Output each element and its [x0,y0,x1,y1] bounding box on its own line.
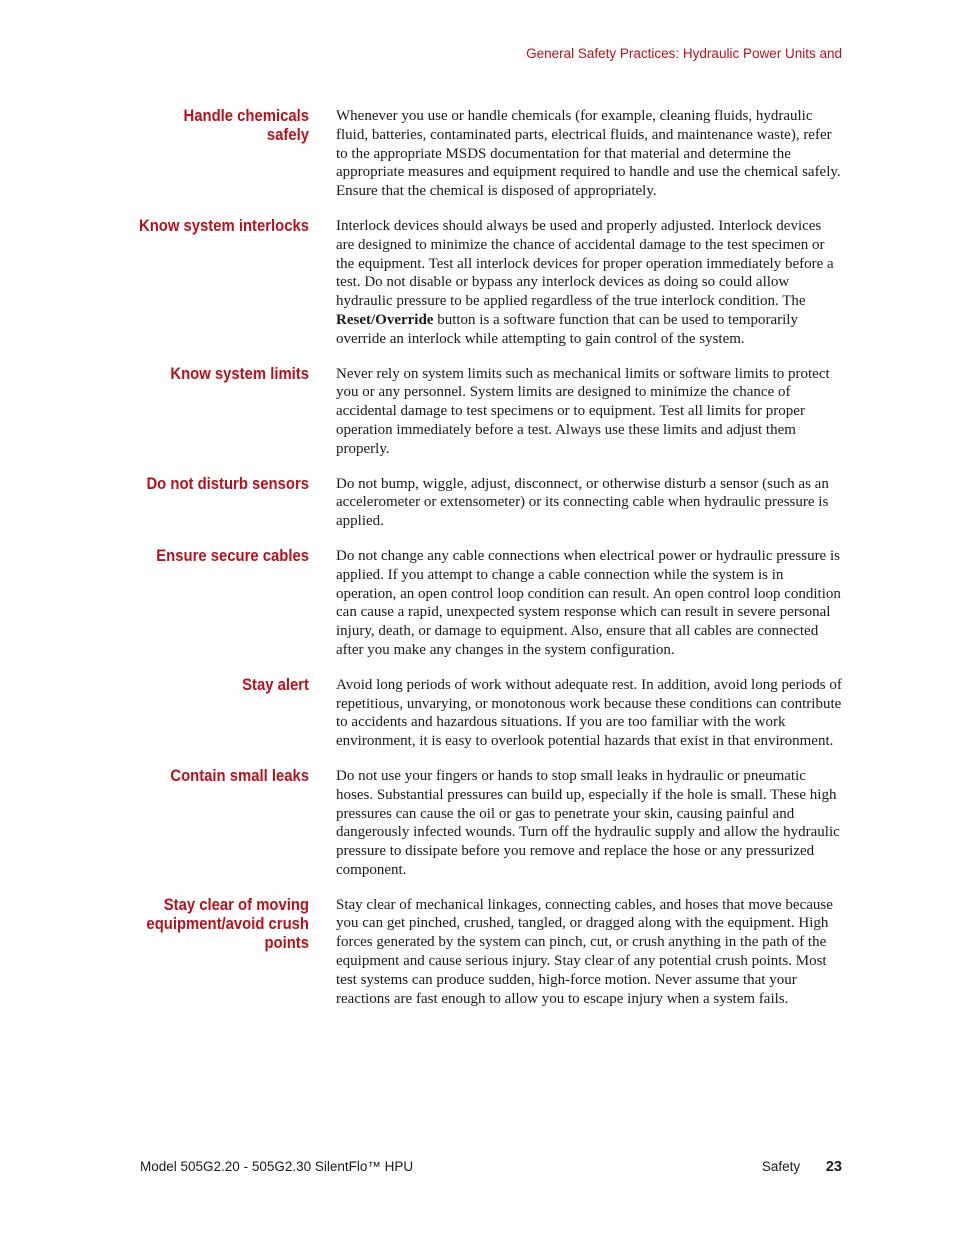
section-text: Never rely on system limits such as mechanical limits or software limits to protect you or any personnel. System limits are designed to minimize the chance of accidental damage to test specimens or to equipment. Test all limits for proper operation immediately before a test. Always use these limits and adjust them properly. [336,365,830,457]
section-heading: Know system limits [170,364,309,383]
section-text: Stay clear of mechanical linkages, connecting cables, and hoses that move because you can get pinched, crushed, tangled, or dragged along with the equipment. High forces generated by the system can pinch, cut, or crush anything in the path of the equipment and cause serious injury. Stay clear of any potential crush points. Most test systems can produce sudden, high-force motion. Never assume that your reactions are fast enough to allow you to escape injury when a system fails. [336,896,833,1007]
section-heading: Stay clear of moving equipment/avoid crush points [146,895,309,952]
page-number: 23 [825,1159,842,1175]
section-heading: Know system interlocks [138,216,309,235]
footer-right [762,1159,842,1175]
section-small-leaks [0,767,954,880]
section-stay-alert [0,676,954,751]
main-content [0,107,954,1024]
section-text [336,217,842,349]
footer-model: Model 505G2.20 - 505G2.30 SilentFlo™ HPU [140,1159,414,1174]
section-text: Whenever you use or handle chemicals (for example, cleaning fluids, hydraulic fluid, batteries, contaminated parts, electrical fluids, and maintenance waste), refer to the appropriate MSDS documentation for that material and determine the appropriate measures and equipment required to handle and use the chemical safely. Ensure that the chemical is disposed of appropriately. [336,108,841,200]
text-part: button is a software function that can be used to temporarily override an interlock while attempting to gain control of the system. [336,311,798,347]
section-handle-chemicals [0,107,954,201]
section-heading: Contain small leaks [170,766,309,785]
section-heading: Stay alert [242,675,309,694]
section-cables [0,547,954,660]
section-crush-points [0,896,954,1009]
section-interlocks [0,217,954,349]
section-text: Do not bump, wiggle, adjust, disconnect, or otherwise disturb a sensor (such as an accelerometer or extensometer) or its connecting cable when hydraulic pressure is applied. [336,475,829,530]
section-limits [0,365,954,459]
section-heading: Ensure secure cables [156,546,309,565]
section-text: Do not use your fingers or hands to stop small leaks in hydraulic or pneumatic hoses. Substantial pressures can build up, especially if the hole is small. These high pressures can cause the oil or gas to penetrate your skin, causing painful and dangerously infected wounds. Turn off the hydraulic supply and allow the hydraulic pressure to dissipate before you remove and replace the hose or any pressurized component. [336,767,840,878]
running-header: General Safety Practices: Hydraulic Power Units and [526,46,842,61]
section-heading: Do not disturb sensors [146,474,309,493]
reset-override-term: Reset/Override [336,311,434,328]
section-text: Avoid long periods of work without adequate rest. In addition, avoid long periods of repetitious, unvarying, or monotonous work because these conditions can contribute to accidents and hazardous situations. If you are too familiar with the work environment, it is easy to overlook potential hazards that exist in that environment. [336,676,842,750]
text-part: Interlock devices should always be used and properly adjusted. Interlock devices are designed to minimize the chance of accidental damage to the test specimen or the equipment. Test all interlock devices for proper operation immediately before a test. Do not disable or bypass any interlock devices as doing so could allow hydraulic pressure to be applied regardless of the true interlock condition. The [336,217,834,310]
section-text: Do not change any cable connections when electrical power or hydraulic pressure is applied. If you attempt to change a cable connection while the system is in operation, an open control loop condition can result. An open control loop condition can cause a rapid, unexpected system response which can result in severe personal injury, death, or damage to equipment. Also, ensure that all cables are connected after you make any changes in the system configuration. [336,547,841,658]
section-sensors [0,475,954,531]
section-heading: Handle chemicals safely [183,107,309,144]
footer-section: Safety [761,1159,801,1174]
